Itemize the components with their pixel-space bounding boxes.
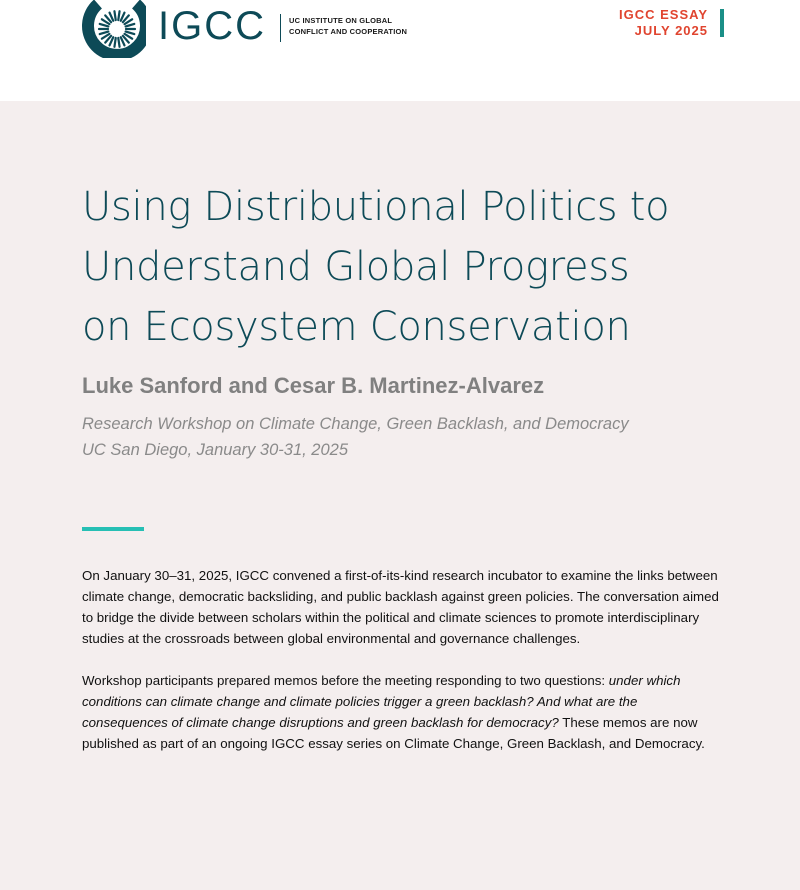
event-name: Research Workshop on Climate Change, Green Backlash, and Democracy [82,415,629,433]
logo-ray [114,38,115,47]
logo-ray [118,38,119,47]
logo-ray [126,32,135,35]
title-line: on Ecosystem Conservation [82,304,631,350]
logo-ray [114,11,115,20]
essay-label: IGCC ESSAY [619,7,708,22]
logo-ray [126,24,135,27]
page-header [0,0,800,101]
title-line: Understand Global Progress [82,244,630,290]
logo-wordmark: IGCC [158,4,266,48]
intro-paragraph-1: On January 30–31, 2025, IGCC convened a first-of-its-kind research incubator to examine the links between climate change, democratic backsliding, and public backlash against green policies. The conversation aimed to bridge the divide between scholars within the political and climate sciences to promote interdisciplinary studies at the crossroads between global environmental and governance challenges. [82,568,719,646]
intro-paragraph-2 [82,670,722,754]
org-line-2: CONFLICT AND COOPERATION [289,27,408,36]
essay-date: JULY 2025 [634,23,708,38]
paragraph-2-end: These memos are now published as part of an ongoing IGCC essay series on Climate Change, Green Backlash, and Democracy. [82,715,705,751]
logo-ray [100,32,109,35]
intro-body [82,565,722,775]
logo-ray [118,11,119,20]
event-location-date: UC San Diego, January 30-31, 2025 [82,441,348,459]
igcc-logo-icon [80,0,146,58]
paragraph-2-questions: under which conditions can climate change and climate policies trigger a green backlash? And what are the consequences of climate change disruptions and green backlash for democracy? [82,673,681,730]
logo-ray [100,24,109,27]
event-info [82,411,629,463]
essay-tag-bar [720,9,724,37]
accent-divider [82,527,144,531]
title-line: Using Distributional Politics to [82,184,670,230]
org-line-1: UC INSTITUTE ON GLOBAL [289,16,393,25]
authors: Luke Sanford and Cesar B. Martinez-Alvarez [82,373,545,398]
logo-divider [280,14,281,42]
essay-tag [619,7,708,39]
paragraph-2-intro: Workshop participants prepared memos before the meeting responding to two questions: [82,673,609,688]
document-title [82,177,732,357]
logo-organization-name [289,15,407,37]
